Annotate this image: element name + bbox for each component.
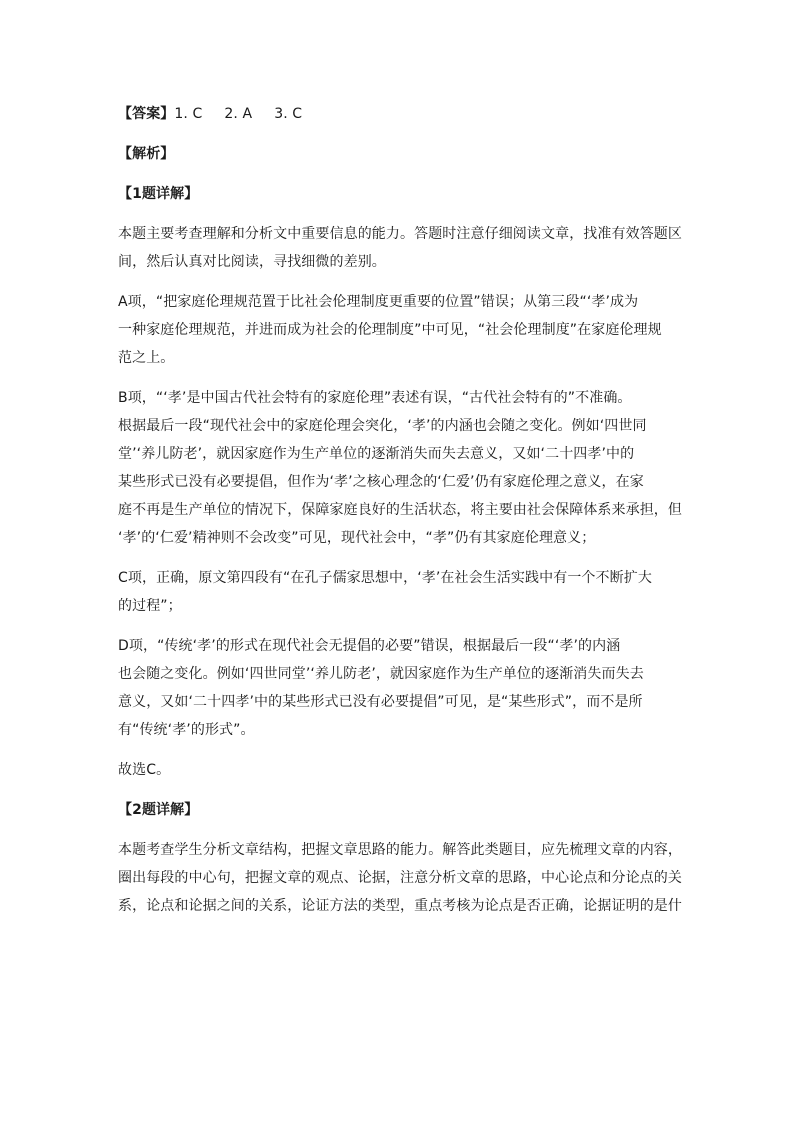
analysis-heading: 【解析】	[118, 146, 175, 162]
answer-label: 【答案】	[118, 106, 175, 122]
q1-heading: 【1题详解】	[118, 186, 199, 202]
answer-line	[118, 100, 680, 128]
option-c-paragraph	[118, 564, 680, 620]
text-line: B项，“‘孝’是中国古代社会特有的家庭伦理”表述有误，“古代社会特有的”不准确。	[118, 390, 632, 406]
text-line: 意义，又如‘二十四孝’中的某些形式已没有必要提倡”可见，是“某些形式”，而不是所	[118, 694, 643, 710]
document-page	[118, 100, 680, 932]
q1-intro-paragraph	[118, 220, 680, 276]
text-line: 圈出每段的中心句，把握文章的观点、论据，注意分析文章的思路，中心论点和分论点的关	[118, 870, 682, 886]
text-line: C项，正确，原文第四段有“在孔子儒家思想中，‘孝’在社会生活实践中有一个不断扩大	[118, 570, 652, 586]
text-line: 堂’‘养儿防老’，就因家庭作为生产单位的逐渐消失而失去意义，又如‘二十四孝’中的	[118, 446, 635, 462]
q1-conclusion: 故选C。	[118, 762, 171, 778]
text-line: 的过程”；	[118, 598, 182, 614]
text-line: 庭不再是生产单位的情况下，保障家庭良好的生活状态，将主要由社会保障体系来承担，但	[118, 502, 682, 518]
text-line: ‘孝’的‘仁爱’精神则不会改变”可见，现代社会中，“孝”仍有其家庭伦理意义；	[118, 530, 596, 546]
option-d-paragraph	[118, 632, 680, 744]
text-line: 本题主要考查理解和分析文中重要信息的能力。答题时注意仔细阅读文章，找准有效答题区	[118, 226, 682, 242]
text-line: 范之上。	[118, 350, 175, 366]
q2-intro-paragraph	[118, 836, 680, 920]
text-line: 本题考查学生分析文章结构，把握文章思路的能力。解答此类题目，应先梳理文章的内容，	[118, 842, 682, 858]
text-line: D项，“传统‘孝’的形式在现代社会无提倡的必要”错误，根据最后一段“‘孝’的内涵	[118, 638, 621, 654]
answer-item-3: 3. C	[274, 106, 303, 122]
answer-item-1: 1. C	[174, 106, 203, 122]
option-b-paragraph	[118, 384, 680, 552]
text-line: 有“传统‘孝’的形式”。	[118, 722, 255, 738]
text-line: A项，“把家庭伦理规范置于比社会伦理制度更重要的位置”错误；从第三段“‘孝’成为	[118, 294, 639, 310]
option-a-paragraph	[118, 288, 680, 372]
text-line: 也会随之变化。例如‘四世同堂’‘养儿防老’，就因家庭作为生产单位的逐渐消失而失去	[118, 666, 644, 682]
answer-item-2: 2. A	[224, 106, 253, 122]
q2-heading: 【2题详解】	[118, 802, 199, 818]
text-line: 一种家庭伦理规范，并进而成为社会的伦理制度”中可见，“社会伦理制度”在家庭伦理规	[118, 322, 662, 338]
text-line: 间，然后认真对比阅读，寻找细微的差别。	[118, 254, 386, 270]
text-line: 根据最后一段“现代社会中的家庭伦理会突化，‘孝’的内涵也会随之变化。例如‘四世同	[118, 418, 647, 434]
text-line: 系，论点和论据之间的关系，论证方法的类型，重点考核为论点是否正确，论据证明的是什	[118, 898, 682, 914]
text-line: 某些形式已没有必要提倡，但作为‘孝’之核心理念的‘仁爱’仍有家庭伦理之意义，在家	[118, 474, 644, 490]
